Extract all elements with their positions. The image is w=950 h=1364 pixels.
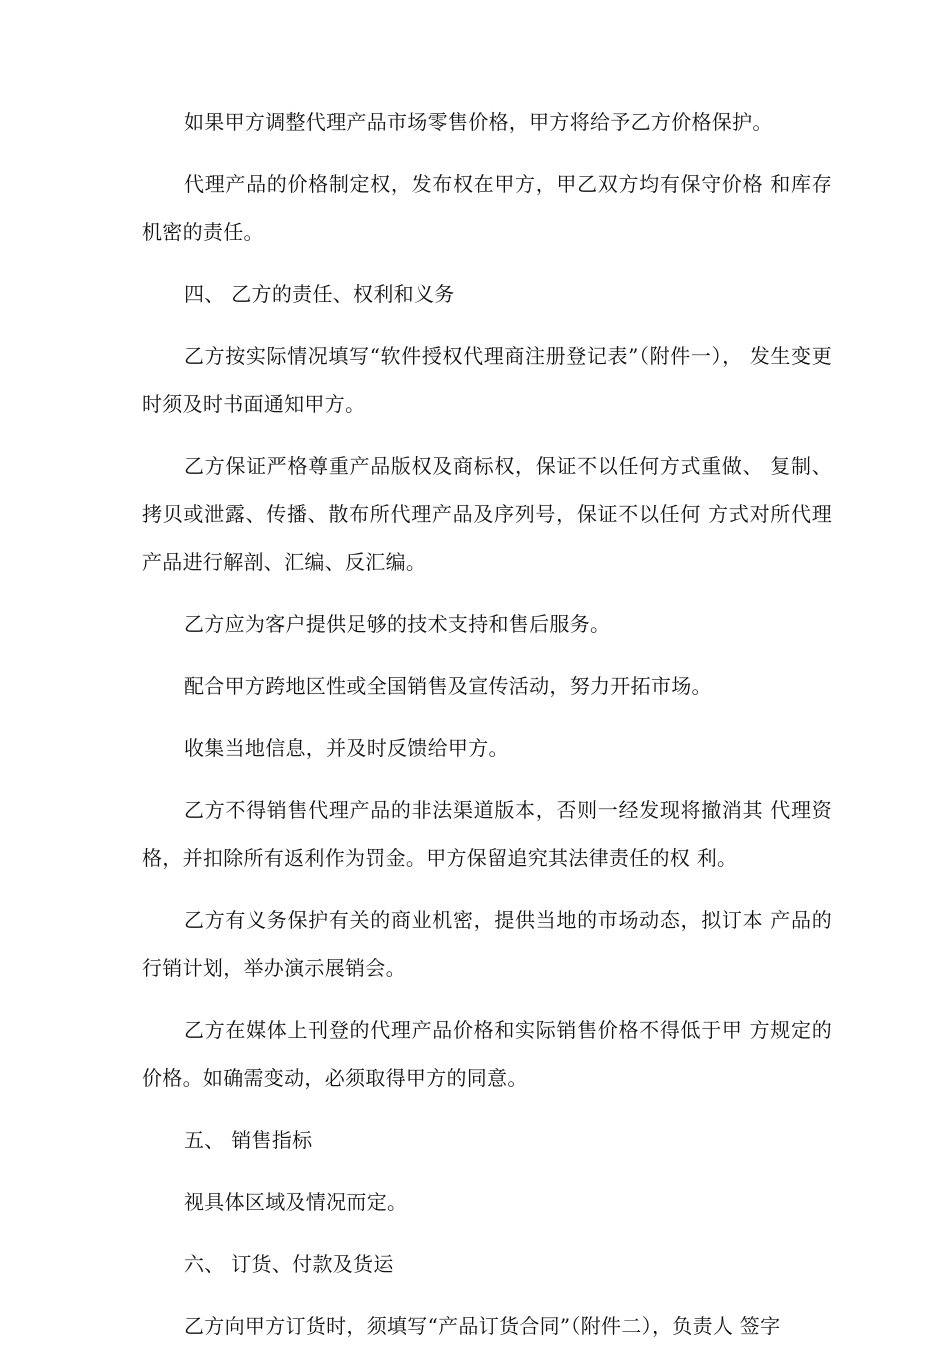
paragraph-registration: 乙方按实际情况填写“软件授权代理商注册登记表”（附件一）， 发生变更时须及时书面通知甲方。: [142, 344, 832, 416]
section-heading-4: 四、 乙方的责任、权利和义务: [184, 282, 455, 306]
paragraph-confidentiality: 乙方有义务保护有关的商业机密，提供当地的市场动态，拟订本 产品的行销计划，举办演示展销会。: [142, 908, 832, 980]
paragraph-price-protection: 如果甲方调整代理产品市场零售价格，甲方将给予乙方价格保护。: [184, 110, 773, 134]
paragraph-illegal-channels: 乙方不得销售代理产品的非法渠道版本，否则一经发现将撤消其 代理资格，并扣除所有返利作为罚金。甲方保留追究其法律责任的权 利。: [142, 798, 832, 870]
paragraph-sales-targets: 视具体区域及情况而定。: [184, 1190, 408, 1214]
paragraph-feedback: 收集当地信息，并及时反馈给甲方。: [184, 736, 509, 760]
section-heading-6: 六、 订货、付款及货运: [184, 1252, 394, 1276]
paragraph-price-rights: 代理产品的价格制定权，发布权在甲方，甲乙双方均有保守价格 和库存机密的责任。: [142, 172, 832, 244]
document-body: [142, 98, 832, 1364]
section-heading-5: 五、 销售指标: [184, 1128, 313, 1152]
paragraph-ordering: 乙方向甲方订货时，须填写“产品订货合同”（附件二），负责人 签字: [184, 1314, 781, 1338]
paragraph-support: 乙方应为客户提供足够的技术支持和售后服务。: [184, 612, 611, 636]
paragraph-copyright: 乙方保证严格尊重产品版权及商标权，保证不以任何方式重做、 复制、拷贝或泄露、传播、散布所代理产品及序列号，保证不以任何 方式对所代理产品进行解剖、汇编、反汇编。: [142, 454, 832, 574]
paragraph-marketing: 配合甲方跨地区性或全国销售及宣传活动，努力开拓市场。: [184, 674, 712, 698]
paragraph-media-pricing: 乙方在媒体上刊登的代理产品价格和实际销售价格不得低于甲 方规定的价格。如确需变动，必须取得甲方的同意。: [142, 1018, 832, 1090]
